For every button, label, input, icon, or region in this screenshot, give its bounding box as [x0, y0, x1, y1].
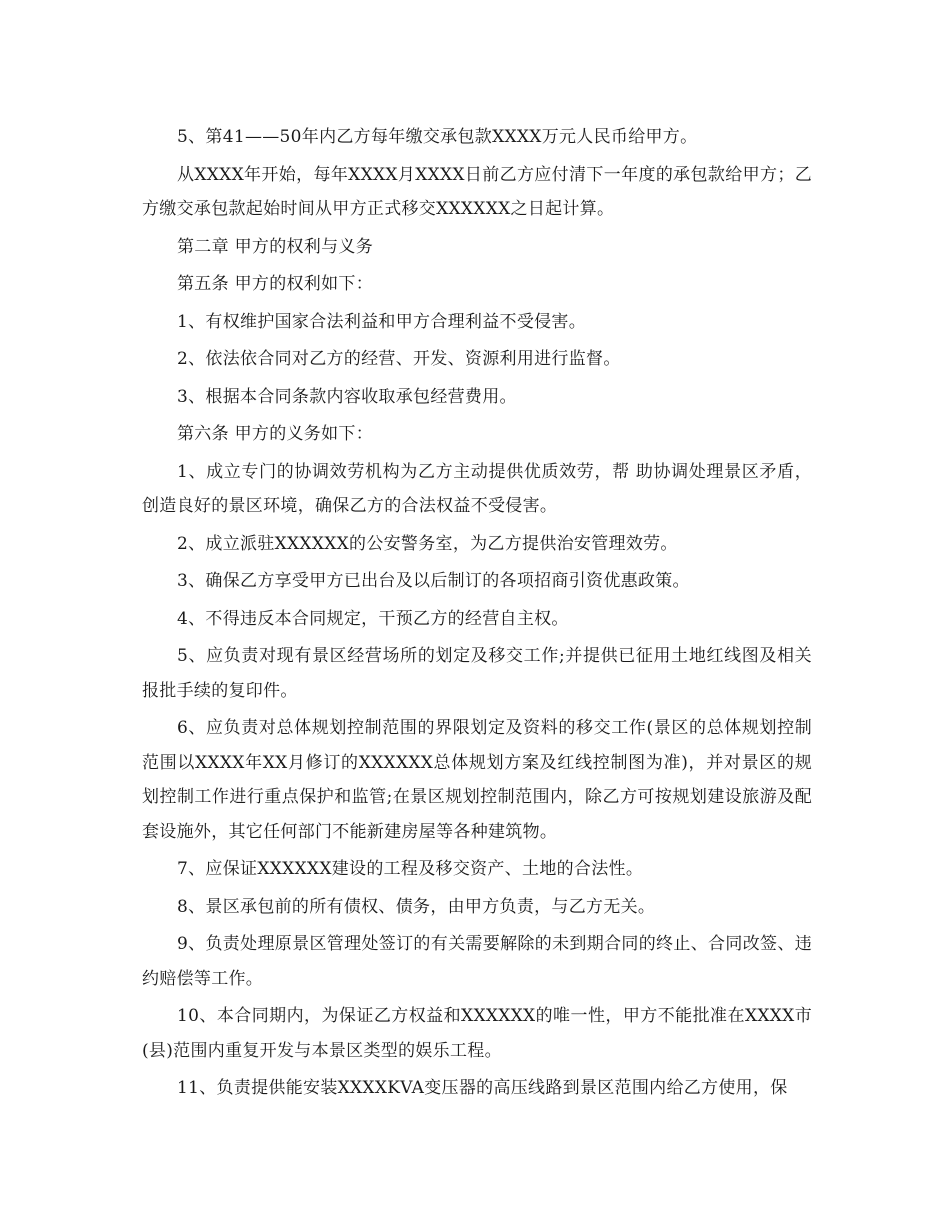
paragraph: 5、第41——50年内乙方每年缴交承包款XXXX万元人民币给甲方。 — [177, 127, 698, 147]
paragraph: 5、应负责对现有景区经营场所的划定及移交工作;并提供已征用土地红线图及相关报批手续的复印件。 — [142, 646, 812, 701]
paragraph: 3、根据本合同条款内容收取承包经营费用。 — [177, 386, 517, 407]
paragraph: 2、依法依合同对乙方的经营、开发、资源利用进行监督。 — [177, 349, 621, 369]
paragraph: 7、应保证XXXXXX建设的工程及移交资产、土地的合法性。 — [177, 859, 644, 879]
paragraph: 11、负责提供能安装XXXXKVA变压器的高压线路到景区范围内给乙方使用，保 — [177, 1078, 788, 1098]
document-body — [142, 120, 812, 1109]
paragraph: 6、应负责对总体规划控制范围的界限划定及资料的移交工作(景区的总体规划控制范围以XXXX年XX月修订的XXXXXX总体规划方案及红线控制图为准)，并对景区的规划控制工作进行重点保护和监管;在景区规划控制范围内，除乙方可按规划建设旅游及配套设施外，其它任何部门不能新建房屋等各种建筑物。 — [142, 718, 812, 842]
paragraph: 1、有权维护国家合法利益和甲方合理利益不受侵害。 — [177, 311, 587, 332]
paragraph: 3、确保乙方享受甲方已出台及以后制订的各项招商引资优惠政策。 — [177, 571, 690, 591]
article-heading: 第六条 甲方的义务如下： — [177, 424, 374, 444]
paragraph: 10、本合同期内，为保证乙方权益和XXXXXX的唯一性，甲方不能批准在XXXX市(县)范围内重复开发与本景区类型的娱乐工程。 — [142, 1006, 812, 1061]
paragraph: 从XXXX年开始，每年XXXX月XXXX日前乙方应付清下一年度的承包款给甲方；乙方缴交承包款起始时间从甲方正式移交XXXXXX之日起计算。 — [142, 164, 812, 219]
paragraph: 8、景区承包前的所有债权、债务，由甲方负责，与乙方无关。 — [177, 896, 656, 917]
paragraph: 4、不得违反本合同规定，干预乙方的经营自主权。 — [177, 608, 569, 629]
chapter-heading: 第二章 甲方的权利与义务 — [177, 236, 374, 257]
paragraph: 2、成立派驻XXXXXX的公安警务室，为乙方提供治安管理效劳。 — [177, 533, 678, 554]
article-heading: 第五条 甲方的权利如下： — [177, 274, 374, 294]
paragraph: 1、成立专门的协调效劳机构为乙方主动提供优质效劳，帮 助协调处理景区矛盾，创造良好的景区环境，确保乙方的合法权益不受侵害。 — [142, 461, 812, 516]
paragraph: 9、负责处理原景区管理处签订的有关需要解除的未到期合同的终止、合同改签、违约赔偿等工作。 — [142, 934, 812, 989]
